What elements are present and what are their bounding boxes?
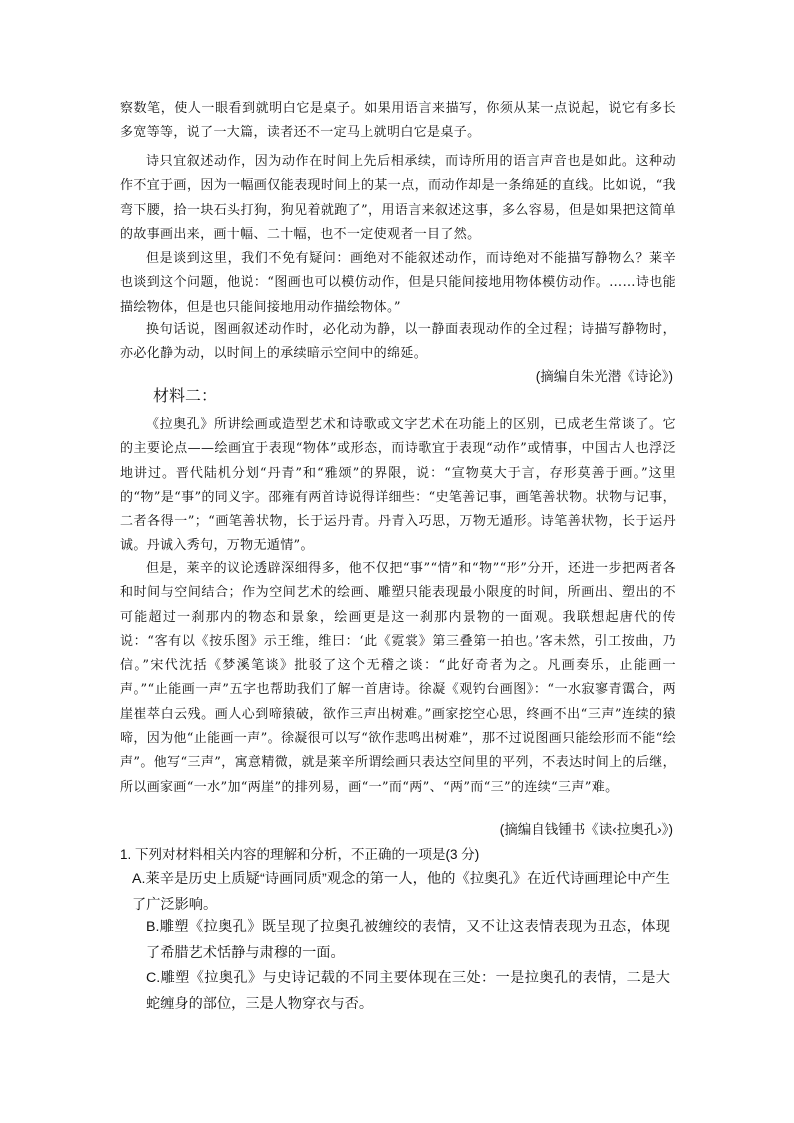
material-two-paragraph: 《拉奥孔》所讲绘画或造型艺术和诗歌或文字艺术在功能上的区别，已成老生常谈了。它的主要论点——绘画宜于表现“物体”或形态，而诗歌宜于表现“动作”或情事，中国古人也浮泛地讲过。晋代陆机分划“丹青”和“雅颂”的界限，说：“宣物莫大于言，存形莫善于画。”这里的“物”是“事”的同义字。邵雍有两首诗说得详细些：“史笔善记事，画笔善状物。状物与记事，二者各得一”；“画笔善状物，长于运丹青。丹青入巧思，万物无遁形。诗笔善状物，长于运丹诚。丹诚入秀句，万物无遁情”。 — [120, 417, 676, 554]
material-one-paragraph: 换句话说，图画叙述动作时，必化动为静，以一静面表现动作的全过程；诗描写静物时，亦必化静为动，以时间上的承续暗示空间中的绵延。 — [120, 322, 676, 362]
question-option-c: C.雕塑《拉奥孔》与史诗记载的不同主要体现在三处：一是拉奥孔的表情，二是大蛇缠身的部位，三是人物穿衣与否。 — [146, 970, 670, 1012]
material-two-source: (摘编自钱锺书《读‹拉奥孔›》) — [499, 822, 673, 837]
material-one-paragraph: 诗只宜叙述动作，因为动作在时间上先后相承续，而诗所用的语言声音也是如此。这种动作不宜于画，因为一幅画仅能表现时间上的某一点，而动作却是一条绵延的直线。比如说，“我弯下腰，拾一块石头打狗，狗见着就跑了”，用语言来叙述这事，多么容易，但是如果把这简单的故事画出来，画十幅、二十幅，也不一定使观者一目了然。 — [120, 154, 676, 242]
material-one-paragraph: 但是谈到这里，我们不免有疑问：画绝对不能叙述动作，而诗绝对不能描写静物么？莱辛也谈到这个问题，他说：“图画也可以模仿动作，但是只能间接地用物体模仿动作。……诗也能描绘物体，但是也只能间接地用动作描绘物体。” — [120, 251, 676, 315]
material-two-paragraph: 但是，莱辛的议论透辟深细得多，他不仅把“事”“情”和“物”“形”分开，还进一步把两者各和时间与空间结合；作为空间艺术的绘画、雕塑只能表现最小限度的时间，所画出、塑出的不可能超过一刹那内的物态和景象，绘画更是这一刹那内景物的一面观。我联想起唐代的传说：“客有以《按乐图》示王维，维曰：‘此《霓裳》第三叠第一拍也。’客未然，引工按曲，乃信。”宋代沈括《梦溪笔谈》批驳了这个无稽之谈：“此好奇者为之。凡画奏乐，止能画一声。”“止能画一声”五字也帮助我们了解一首唐诗。徐凝《观钓台画图》：“一水寂寥青霭合，两崖崔萃白云残。画人心到啼猿破，欲作三声出树难。”画家挖空心思，终画不出“三声”连续的猿啼，因为他“止能画一声”。徐凝很可以写“欲作悲鸣出树难”，那不过说图画只能绘形而不能“绘声”。他写“三声”，寓意精微，就是莱辛所谓绘画只表达空间里的平列，不表达时间上的后继，所以画家画“一水”加“两崖”的排列易，画“一”而“两”、“两”而“三”的连续“三声”难。 — [120, 561, 676, 795]
material-one-source: (摘编自朱光潜《诗论》) — [535, 369, 673, 384]
material-one-paragraph: 察数笔，使人一眼看到就明白它是桌子。如果用语言来描写，你须从某一点说起，说它有多长多宽等等，说了一大篇，读者还不一定马上就明白它是桌子。 — [120, 101, 676, 141]
material-two-heading: 材料二： — [153, 388, 218, 405]
question-option-a: A.莱辛是历史上质疑“诗画同质”观念的第一人，他的《拉奥孔》在近代诗画理论中产生了广泛影响。 — [132, 871, 670, 913]
question-stem: 1. 下列对材料相关内容的理解和分析，不正确的一项是(3 分) — [120, 847, 480, 862]
question-option-b: B.雕塑《拉奥孔》既呈现了拉奥孔被缠绞的表情，又不让这表情表现为丑态，体现了希腊艺术恬静与肃穆的一面。 — [146, 919, 670, 961]
